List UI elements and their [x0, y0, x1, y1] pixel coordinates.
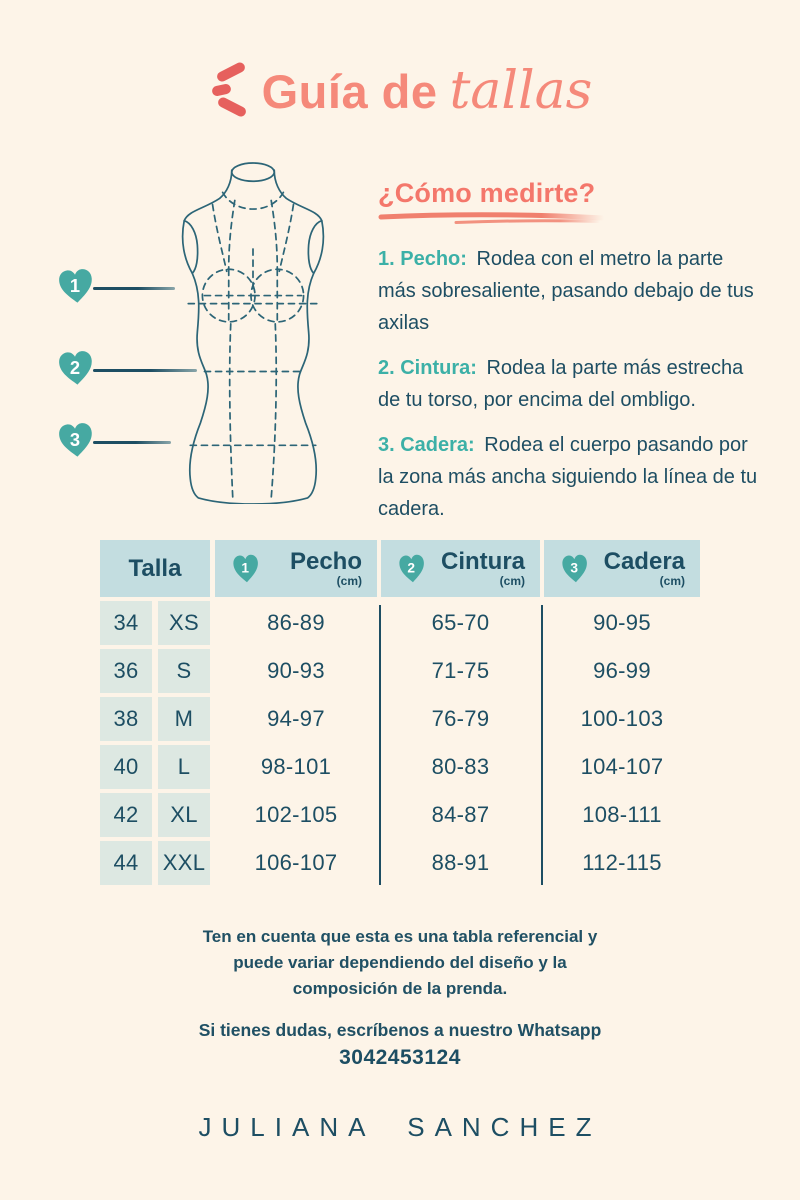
- cell-talla-num: 36: [100, 649, 152, 693]
- page-title-italic: tallas: [449, 61, 593, 121]
- step-cintura: [378, 352, 766, 416]
- header-pecho-unit: (cm): [336, 573, 362, 588]
- header-cadera: [544, 540, 700, 597]
- header-cadera-unit: (cm): [659, 573, 685, 588]
- cell-cintura: 76-79: [431, 706, 490, 731]
- marker-heart-3: [56, 420, 96, 460]
- header-cintura: [381, 540, 540, 597]
- step-cintura-text: Rodea la parte más estrecha de tu torso, por encima del ombligo.: [378, 357, 744, 411]
- table-row: [100, 745, 700, 789]
- brush-underline: [378, 212, 608, 227]
- cell-talla-letra: XXL: [158, 841, 210, 885]
- cell-talla-letra: S: [158, 649, 210, 693]
- cell-talla-num: 44: [100, 841, 152, 885]
- howto-section: [378, 178, 766, 538]
- cell-cintura: 80-83: [431, 754, 490, 779]
- cell-pecho: 94-97: [267, 706, 325, 731]
- cell-talla-letra: XS: [158, 601, 210, 645]
- page-title: [262, 61, 593, 121]
- step-pecho: [378, 243, 766, 339]
- cell-cintura: 65-70: [431, 610, 490, 635]
- step-cadera-text: Rodea el cuerpo pasando por la zona más ancha siguiendo la línea de tu cadera.: [378, 434, 758, 520]
- marker-heart-2: [56, 348, 96, 388]
- marker-heart-1: [56, 266, 96, 306]
- brand-name: JULIANA SANCHEZ: [198, 1112, 602, 1142]
- reference-note-line: composición de la prenda.: [292, 979, 508, 998]
- cell-cintura: 84-87: [431, 802, 490, 827]
- table-header-row: [100, 540, 700, 597]
- header-heart-number: 1: [241, 560, 250, 576]
- marker-line-1: [93, 287, 175, 290]
- cell-cadera: 96-99: [593, 658, 651, 683]
- cell-pecho: 98-101: [260, 754, 332, 779]
- header-heart-3: [560, 552, 590, 585]
- marker-number: 3: [69, 428, 81, 450]
- cell-cintura: 71-75: [431, 658, 490, 683]
- reference-note: [0, 924, 800, 1002]
- reference-note-line: puede variar dependiendo del diseño y la: [233, 953, 567, 972]
- marker-number: 1: [69, 274, 81, 296]
- table-row: [100, 649, 700, 693]
- cell-cintura: 88-91: [431, 850, 490, 875]
- table-body: [100, 601, 700, 885]
- cell-talla-num: 34: [100, 601, 152, 645]
- step-cintura-label: 2. Cintura:: [378, 357, 477, 379]
- marker-number: 2: [69, 356, 81, 378]
- cell-talla-num: 40: [100, 745, 152, 789]
- page-header: [0, 56, 800, 126]
- step-cadera-label: 3. Cadera:: [378, 434, 475, 456]
- cell-pecho: 102-105: [254, 802, 338, 827]
- header-cintura-label: Cintura: [441, 547, 525, 575]
- marker-line-2: [93, 369, 197, 372]
- step-pecho-label: 1. Pecho:: [378, 248, 467, 270]
- cell-talla-num: 38: [100, 697, 152, 741]
- table-row: [100, 601, 700, 645]
- marker-line-3: [93, 441, 171, 444]
- step-pecho-text: Rodea con el metro la parte más sobresaliente, pasando debajo de tus axilas: [378, 248, 754, 334]
- header-heart-number: 2: [407, 560, 416, 576]
- howto-steps: [378, 243, 766, 525]
- page-title-bold: Guía de: [261, 65, 438, 118]
- header-cadera-label: Cadera: [603, 547, 685, 575]
- header-talla: Talla: [100, 540, 210, 597]
- step-cadera: [378, 429, 766, 525]
- table-row: [100, 793, 700, 837]
- cell-cadera: 112-115: [582, 850, 662, 875]
- header-cintura-unit: (cm): [499, 573, 525, 588]
- howto-heading: ¿Cómo medirte?: [378, 178, 596, 208]
- header-pecho-label: Pecho: [289, 547, 362, 575]
- table-divider-2: [541, 605, 543, 885]
- table-row: [100, 697, 700, 741]
- cell-cadera: 108-111: [582, 802, 662, 827]
- size-table: [100, 540, 700, 889]
- table-row: [100, 841, 700, 885]
- cell-cadera: 90-95: [593, 610, 651, 635]
- whatsapp-text: Si tienes dudas, escríbenos a nuestro Whatsapp: [198, 1020, 602, 1040]
- reference-note-line: Ten en cuenta que esta es una tabla referencial y: [202, 927, 598, 946]
- brand-strokes-icon: [208, 61, 252, 119]
- table-divider-1: [379, 605, 381, 885]
- mannequin-illustration: [176, 160, 330, 504]
- header-heart-2: [397, 552, 427, 585]
- cell-pecho: 106-107: [254, 850, 338, 875]
- cell-talla-letra: L: [158, 745, 210, 789]
- cell-pecho: 90-93: [267, 658, 325, 683]
- whatsapp-number: 3042453124: [339, 1046, 461, 1069]
- header-heart-1: [231, 552, 261, 585]
- cell-cadera: 100-103: [580, 706, 664, 731]
- cell-cadera: 104-107: [580, 754, 664, 779]
- cell-talla-letra: M: [158, 697, 210, 741]
- header-pecho: [215, 540, 377, 597]
- cell-talla-num: 42: [100, 793, 152, 837]
- header-heart-number: 3: [570, 560, 579, 576]
- cell-pecho: 86-89: [267, 610, 325, 635]
- cell-talla-letra: XL: [158, 793, 210, 837]
